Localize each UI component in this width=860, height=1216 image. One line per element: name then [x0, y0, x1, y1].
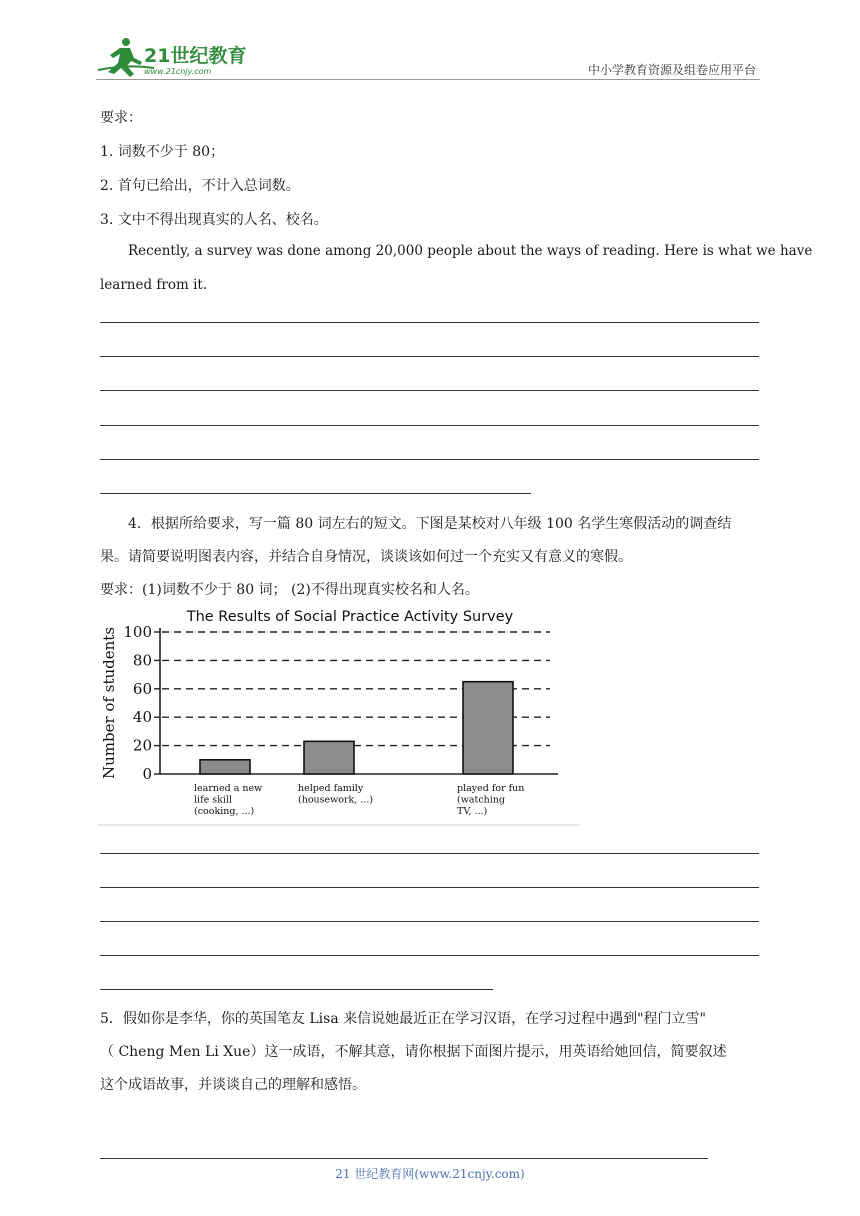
q3-requirement-2: 2. 首句已给出，不计入总词数。: [100, 178, 300, 194]
q5-prompt-line-1: 5．假如你是李华，你的英国笔友 Lisa 来信说她最近正在学习汉语，在学习过程中遇到"程门立雪": [100, 1011, 706, 1027]
answer-line: [100, 425, 759, 426]
chart-x-tick-label: life skill: [194, 794, 232, 806]
answer-line: [100, 493, 531, 494]
chart-y-tick-label: 0: [142, 765, 152, 783]
chart-x-tick-label: played for fun: [457, 783, 525, 794]
chart-y-tick-label: 20: [132, 736, 152, 755]
chart-y-tick-label: 80: [132, 651, 152, 670]
answer-line: [100, 921, 759, 922]
chart-x-tick-label: helped family: [298, 783, 364, 794]
chart-y-tick-label: 100: [123, 623, 152, 641]
chart-x-tick-label: (cooking, ...): [194, 806, 255, 817]
logo-text: 21世纪教育: [144, 45, 247, 67]
q3-requirement-1: 1. 词数不少于 80；: [100, 144, 225, 160]
chart-x-tick-label: TV, ...): [457, 806, 488, 817]
answer-line: [100, 989, 493, 990]
chart-x-tick-label: learned a new: [194, 783, 263, 794]
chart-y-tick-label: 60: [132, 679, 152, 698]
q3-requirements-title: 要求：: [100, 110, 142, 126]
site-logo: [96, 36, 258, 80]
logo-url: www.21cnjy.com: [144, 67, 212, 76]
header-platform-name: 中小学教育资源及组卷应用平台: [587, 63, 756, 77]
answer-line: [100, 853, 759, 854]
chart-x-tick-label: (watching: [457, 794, 505, 806]
chart-y-tick-label: 40: [132, 708, 152, 727]
chart-bar: [304, 741, 354, 774]
answer-line: [100, 887, 759, 888]
answer-line: [100, 459, 759, 460]
footer-source: 21 世纪教育网(www.21cnjy.com): [335, 1167, 525, 1181]
answer-line: [100, 390, 759, 391]
answer-line: [100, 322, 759, 323]
chart-bar: [200, 760, 250, 774]
answer-line: [100, 955, 759, 956]
q4-prompt-line-1: 4．根据所给要求，写一篇 80 词左右的短文。下图是某校对八年级 100 名学生寒假活动的调查结: [128, 516, 732, 532]
q3-opening-sentence-cont: learned from it.: [100, 277, 208, 293]
chart-bar: [463, 682, 513, 774]
header-divider: [96, 79, 760, 80]
q4-prompt-line-2: 果。请简要说明图表内容，并结合自身情况，谈谈该如何过一个充实又有意义的寒假。: [100, 549, 632, 565]
q3-requirement-3: 3. 文中不得出现真实的人名、校名。: [100, 212, 328, 228]
chart-title: The Results of Social Practice Activity Survey: [186, 609, 514, 625]
survey-bar-chart: [98, 604, 580, 826]
answer-line: [100, 356, 759, 357]
footer-divider: [100, 1158, 708, 1159]
q3-opening-sentence: Recently, a survey was done among 20,000 people about the ways of reading. Here is what we have: [128, 243, 813, 259]
chart-x-tick-label: (housework, ...): [298, 794, 374, 806]
q4-requirements: 要求：(1)词数不少于 80 词； (2)不得出现真实校名和人名。: [100, 582, 479, 598]
chart-y-axis-label: Number of students: [100, 626, 118, 780]
q5-prompt-line-2: （ Cheng Men Li Xue）这一成语，不解其意，请你根据下面图片提示，用英语给她回信，简要叙述: [100, 1044, 727, 1060]
q5-prompt-line-3: 这个成语故事，并谈谈自己的理解和感悟。: [100, 1077, 366, 1093]
